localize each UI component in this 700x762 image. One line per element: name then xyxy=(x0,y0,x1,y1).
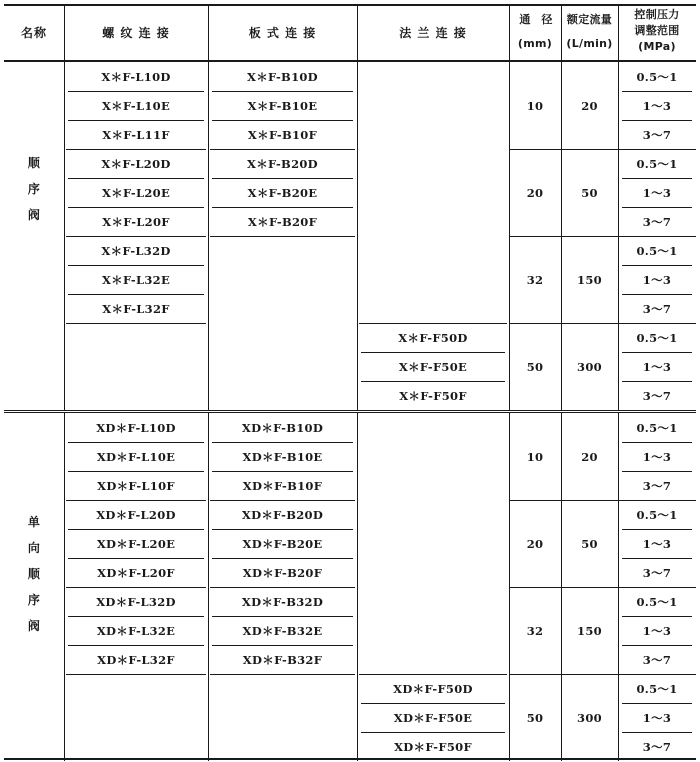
flange-model: X＊F-F50E xyxy=(398,359,468,374)
body-col-sep xyxy=(509,62,510,410)
pressure-row-line xyxy=(622,294,692,295)
thread-model: X＊F-L32F xyxy=(102,301,170,316)
flange-model: XD＊F-F50F xyxy=(394,739,472,754)
body-col-sep xyxy=(208,413,209,761)
plate-row-line xyxy=(212,558,353,559)
plate-model: X＊F-B10E xyxy=(247,98,318,113)
pressure-row-line xyxy=(622,645,692,646)
pressure-row-line xyxy=(622,732,692,733)
header-col-sep xyxy=(618,4,619,60)
thread-model: X＊F-L10E xyxy=(101,98,171,113)
header-bore-unit: (mm) xyxy=(517,36,553,50)
header-col-sep xyxy=(561,4,562,60)
thread-row-line xyxy=(68,471,204,472)
thread-block-line xyxy=(66,500,206,501)
plate-model: XD＊F-B10E xyxy=(242,449,323,464)
flange-row-line xyxy=(361,732,505,733)
thread-row-line xyxy=(68,442,204,443)
thread-model: XD＊F-L20D xyxy=(96,507,176,522)
pressure-range: 0.5～1 xyxy=(636,681,678,696)
pressure-range: 3～7 xyxy=(642,214,672,229)
flange-model: XD＊F-F50D xyxy=(393,681,473,696)
plate-block-line xyxy=(210,236,355,237)
thread-model: X＊F-L32D xyxy=(101,243,171,258)
flange-model: X＊F-F50F xyxy=(399,388,467,403)
flow-value: 50 xyxy=(581,536,598,551)
thread-model: X＊F-L20D xyxy=(101,156,171,171)
pressure-row-line xyxy=(622,207,692,208)
bore-value: 10 xyxy=(526,98,544,113)
plate-model: XD＊F-B32D xyxy=(241,594,324,609)
thread-model: X＊F-L32E xyxy=(101,272,171,287)
pressure-range: 1～3 xyxy=(642,272,672,287)
bore-block-line xyxy=(509,236,696,237)
thread-model: XD＊F-L32D xyxy=(96,594,176,609)
flow-value: 20 xyxy=(581,449,598,464)
pressure-range: 3～7 xyxy=(642,388,672,403)
thread-model: X＊F-L10D xyxy=(101,69,171,84)
thread-model: XD＊F-L32F xyxy=(97,652,175,667)
group-name-char: 顺 xyxy=(27,566,41,581)
header-pressure-1: 控制压力 xyxy=(634,8,680,21)
thread-row-line xyxy=(68,616,204,617)
body-col-sep xyxy=(561,62,562,410)
body-col-sep xyxy=(618,62,619,410)
flange-block-line xyxy=(359,674,507,675)
thread-block-line xyxy=(66,323,206,324)
plate-model: XD＊F-B32E xyxy=(242,623,323,638)
thread-row-line xyxy=(68,558,204,559)
flow-value: 20 xyxy=(581,98,598,113)
group-name-char: 阀 xyxy=(27,207,41,222)
pressure-row-line xyxy=(622,703,692,704)
plate-row-line xyxy=(212,442,353,443)
flange-row-line xyxy=(361,381,505,382)
header-pressure-3: (MPa) xyxy=(638,39,676,53)
plate-block-line xyxy=(210,587,355,588)
plate-row-line xyxy=(212,207,353,208)
pressure-row-line xyxy=(622,442,692,443)
bore-block-line xyxy=(509,587,696,588)
thread-block-line xyxy=(66,149,206,150)
pressure-row-line xyxy=(622,616,692,617)
pressure-row-line xyxy=(622,265,692,266)
thread-row-line xyxy=(68,178,204,179)
bore-block-line xyxy=(509,323,696,324)
flange-model: XD＊F-F50E xyxy=(393,710,473,725)
group-name-char: 阀 xyxy=(27,618,41,633)
header-name: 名称 xyxy=(20,25,47,40)
body-col-sep xyxy=(357,413,358,761)
pressure-row-line xyxy=(622,558,692,559)
header-thread-connection: 螺 纹 连 接 xyxy=(102,25,170,40)
thread-model: XD＊F-L32E xyxy=(96,623,176,638)
thread-row-line xyxy=(68,265,204,266)
pressure-range: 3～7 xyxy=(642,478,672,493)
flow-value: 300 xyxy=(577,710,602,725)
pressure-range: 1～3 xyxy=(642,710,672,725)
group-name-char: 向 xyxy=(27,540,41,555)
plate-row-line xyxy=(212,616,353,617)
bore-value: 32 xyxy=(526,272,544,287)
pressure-range: 3～7 xyxy=(642,127,672,142)
plate-block-line xyxy=(210,149,355,150)
thread-model: X＊F-L20E xyxy=(101,185,171,200)
header-flow-2: (L/min) xyxy=(566,36,613,50)
plate-row-line xyxy=(212,120,353,121)
thread-row-line xyxy=(68,91,204,92)
plate-block-line xyxy=(210,674,355,675)
plate-row-line xyxy=(212,471,353,472)
body-col-sep xyxy=(64,413,65,761)
header-col-sep xyxy=(64,4,65,60)
pressure-range: 0.5～1 xyxy=(636,507,678,522)
plate-model: X＊F-B20E xyxy=(247,185,318,200)
bore-value: 32 xyxy=(526,623,544,638)
plate-model: XD＊F-B10F xyxy=(242,478,323,493)
header-col-sep xyxy=(208,4,209,60)
plate-row-line xyxy=(212,91,353,92)
flange-model: X＊F-F50D xyxy=(398,330,468,345)
bore-value: 20 xyxy=(526,185,544,200)
group-name-char: 序 xyxy=(27,592,41,607)
pressure-row-line xyxy=(622,178,692,179)
thread-row-line xyxy=(68,207,204,208)
flow-value: 150 xyxy=(577,623,602,638)
pressure-range: 1～3 xyxy=(642,185,672,200)
bore-value: 20 xyxy=(526,536,544,551)
group-name-char: 顺 xyxy=(27,155,41,170)
thread-block-line xyxy=(66,674,206,675)
plate-model: X＊F-B10F xyxy=(247,127,318,142)
flow-value: 50 xyxy=(581,185,598,200)
thread-model: X＊F-L11F xyxy=(102,127,170,142)
pressure-range: 0.5～1 xyxy=(636,69,678,84)
pressure-range: 0.5～1 xyxy=(636,594,678,609)
plate-model: XD＊F-B10D xyxy=(241,420,324,435)
body-col-sep xyxy=(357,62,358,410)
group-name-char: 单 xyxy=(27,514,41,529)
thread-model: XD＊F-L20F xyxy=(97,565,175,580)
pressure-row-line xyxy=(622,529,692,530)
pressure-range: 0.5～1 xyxy=(636,156,678,171)
pressure-range: 0.5～1 xyxy=(636,330,678,345)
pressure-range: 0.5～1 xyxy=(636,420,678,435)
flange-row-line xyxy=(361,703,505,704)
header-flow-1: 额定流量 xyxy=(566,13,613,26)
flange-block-line xyxy=(359,323,507,324)
header-col-sep xyxy=(357,4,358,60)
group-name-char: 序 xyxy=(27,181,41,196)
thread-model: X＊F-L20F xyxy=(102,214,170,229)
bore-value: 50 xyxy=(526,359,544,374)
plate-row-line xyxy=(212,645,353,646)
plate-model: X＊F-B20F xyxy=(247,214,318,229)
pressure-row-line xyxy=(622,120,692,121)
thread-model: XD＊F-L10F xyxy=(97,478,175,493)
plate-model: X＊F-B20D xyxy=(247,156,318,171)
thread-row-line xyxy=(68,529,204,530)
thread-row-line xyxy=(68,120,204,121)
thread-block-line xyxy=(66,587,206,588)
header-col-sep xyxy=(509,4,510,60)
plate-model: XD＊F-B20E xyxy=(242,536,323,551)
pressure-range: 1～3 xyxy=(642,449,672,464)
pressure-range: 3～7 xyxy=(642,301,672,316)
bore-value: 50 xyxy=(526,710,544,725)
pressure-range: 3～7 xyxy=(642,565,672,580)
plate-row-line xyxy=(212,178,353,179)
pressure-range: 3～7 xyxy=(642,739,672,754)
body-col-sep xyxy=(509,413,510,761)
thread-row-line xyxy=(68,645,204,646)
pressure-row-line xyxy=(622,352,692,353)
pressure-range: 1～3 xyxy=(642,359,672,374)
header-bore-2: 径 xyxy=(541,13,553,26)
plate-row-line xyxy=(212,529,353,530)
bore-block-line xyxy=(509,500,696,501)
pressure-row-line xyxy=(622,471,692,472)
bore-block-line xyxy=(509,149,696,150)
pressure-range: 1～3 xyxy=(642,98,672,113)
thread-block-line xyxy=(66,236,206,237)
body-col-sep xyxy=(64,62,65,410)
plate-block-line xyxy=(210,500,355,501)
thread-row-line xyxy=(68,294,204,295)
pressure-range: 0.5～1 xyxy=(636,243,678,258)
pressure-row-line xyxy=(622,381,692,382)
pressure-row-line xyxy=(622,91,692,92)
pressure-range: 3～7 xyxy=(642,652,672,667)
plate-model: XD＊F-B20D xyxy=(241,507,324,522)
header-plate-connection: 板 式 连 接 xyxy=(248,25,317,40)
pressure-range: 1～3 xyxy=(642,536,672,551)
plate-model: XD＊F-B32F xyxy=(242,652,323,667)
body-col-sep xyxy=(618,413,619,761)
body-col-sep xyxy=(561,413,562,761)
flange-row-line xyxy=(361,352,505,353)
header-pressure-2: 调整范围 xyxy=(634,24,680,37)
flow-value: 300 xyxy=(577,359,602,374)
thread-model: XD＊F-L10E xyxy=(96,449,176,464)
header-flange-connection: 法 兰 连 接 xyxy=(399,25,467,40)
plate-model: X＊F-B10D xyxy=(247,69,318,84)
bore-block-line xyxy=(509,674,696,675)
body-col-sep xyxy=(208,62,209,410)
bore-value: 10 xyxy=(526,449,544,464)
pressure-range: 1～3 xyxy=(642,623,672,638)
plate-model: XD＊F-B20F xyxy=(242,565,323,580)
thread-model: XD＊F-L20E xyxy=(96,536,176,551)
flow-value: 150 xyxy=(577,272,602,287)
header-bore-1: 通 xyxy=(519,13,531,26)
group-separator xyxy=(4,410,696,411)
thread-model: XD＊F-L10D xyxy=(96,420,176,435)
